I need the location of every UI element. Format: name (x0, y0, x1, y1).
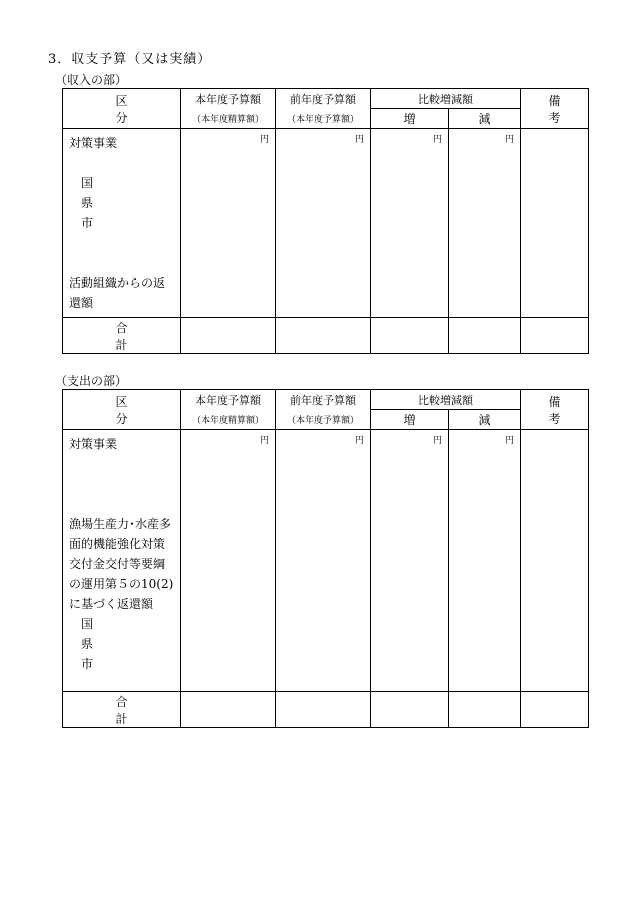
category-return-line5: に基づく返還額 (69, 597, 154, 611)
income-table (62, 88, 609, 354)
decrease-value-cell (449, 129, 521, 318)
category-prefecture: 県 (81, 637, 94, 651)
total-decrease-cell (449, 318, 521, 354)
unit-label: 円 (504, 436, 514, 446)
total-label: 合 計 (63, 318, 181, 354)
category-return-line1: 漁場生産力･水産多 (69, 517, 172, 531)
previous-value-cell (276, 129, 371, 318)
unit-label: 円 (504, 135, 514, 145)
unit-label: 円 (259, 135, 269, 145)
current-budget-header: 本年度予算額 (181, 390, 276, 410)
category-return-line2: 還額 (69, 296, 94, 310)
category-return-line3: 交付金交付等要綱 (69, 557, 166, 571)
category-header: 区 分 (63, 89, 181, 129)
decrease-header: 減 (449, 109, 521, 129)
category-return-line1: 活動組織からの返 (69, 276, 166, 290)
current-value-cell (181, 430, 276, 692)
total-increase-cell (371, 692, 449, 728)
category-main: 対策事業 (69, 437, 118, 451)
category-header: 区 分 (63, 390, 181, 430)
remarks-header: 備 考 (521, 390, 589, 430)
unit-label: 円 (432, 135, 442, 145)
category-country: 国 (81, 617, 94, 631)
total-remarks-cell (521, 318, 589, 354)
category-return-line2: 面的機能強化対策 (69, 537, 166, 551)
category-main: 対策事業 (69, 136, 118, 150)
decrease-header: 減 (449, 410, 521, 430)
total-increase-cell (371, 318, 449, 354)
compare-header: 比較増減額 (371, 390, 521, 410)
income-section-label: （収入の部） (55, 73, 128, 87)
increase-header: 増 (371, 109, 449, 129)
expense-section-label: （支出の部） (55, 374, 128, 388)
remarks-cell (521, 129, 589, 318)
previous-budget-header: 前年度予算額 (276, 390, 371, 410)
total-previous-cell (276, 318, 371, 354)
expense-category-cell (63, 430, 181, 692)
current-budget-subheader: （本年度精算額） (181, 109, 276, 129)
compare-header: 比較増減額 (371, 89, 521, 109)
unit-label: 円 (354, 135, 364, 145)
current-budget-subheader: （本年度精算額） (181, 410, 276, 430)
increase-header: 増 (371, 410, 449, 430)
increase-value-cell (371, 129, 449, 318)
total-decrease-cell (449, 692, 521, 728)
category-city: 市 (81, 216, 94, 230)
remarks-cell (521, 430, 589, 692)
category-city: 市 (81, 657, 94, 671)
remarks-header: 備 考 (521, 89, 589, 129)
unit-label: 円 (432, 436, 442, 446)
expense-table (62, 389, 609, 728)
total-previous-cell (276, 692, 371, 728)
previous-budget-subheader: （本年度予算額） (276, 109, 371, 129)
category-prefecture: 県 (81, 196, 94, 210)
category-return-line4: の運用第５の10(2) (69, 577, 174, 591)
total-label: 合 計 (63, 692, 181, 728)
increase-value-cell (371, 430, 449, 692)
previous-budget-header: 前年度予算額 (276, 89, 371, 109)
previous-value-cell (276, 430, 371, 692)
current-value-cell (181, 129, 276, 318)
previous-budget-subheader: （本年度予算額） (276, 410, 371, 430)
current-budget-header: 本年度予算額 (181, 89, 276, 109)
unit-label: 円 (354, 436, 364, 446)
section-heading: 3．収支予算（又は実績） (48, 52, 212, 67)
category-country: 国 (81, 176, 94, 190)
unit-label: 円 (259, 436, 269, 446)
decrease-value-cell (449, 430, 521, 692)
total-remarks-cell (521, 692, 589, 728)
income-category-cell (63, 129, 181, 318)
